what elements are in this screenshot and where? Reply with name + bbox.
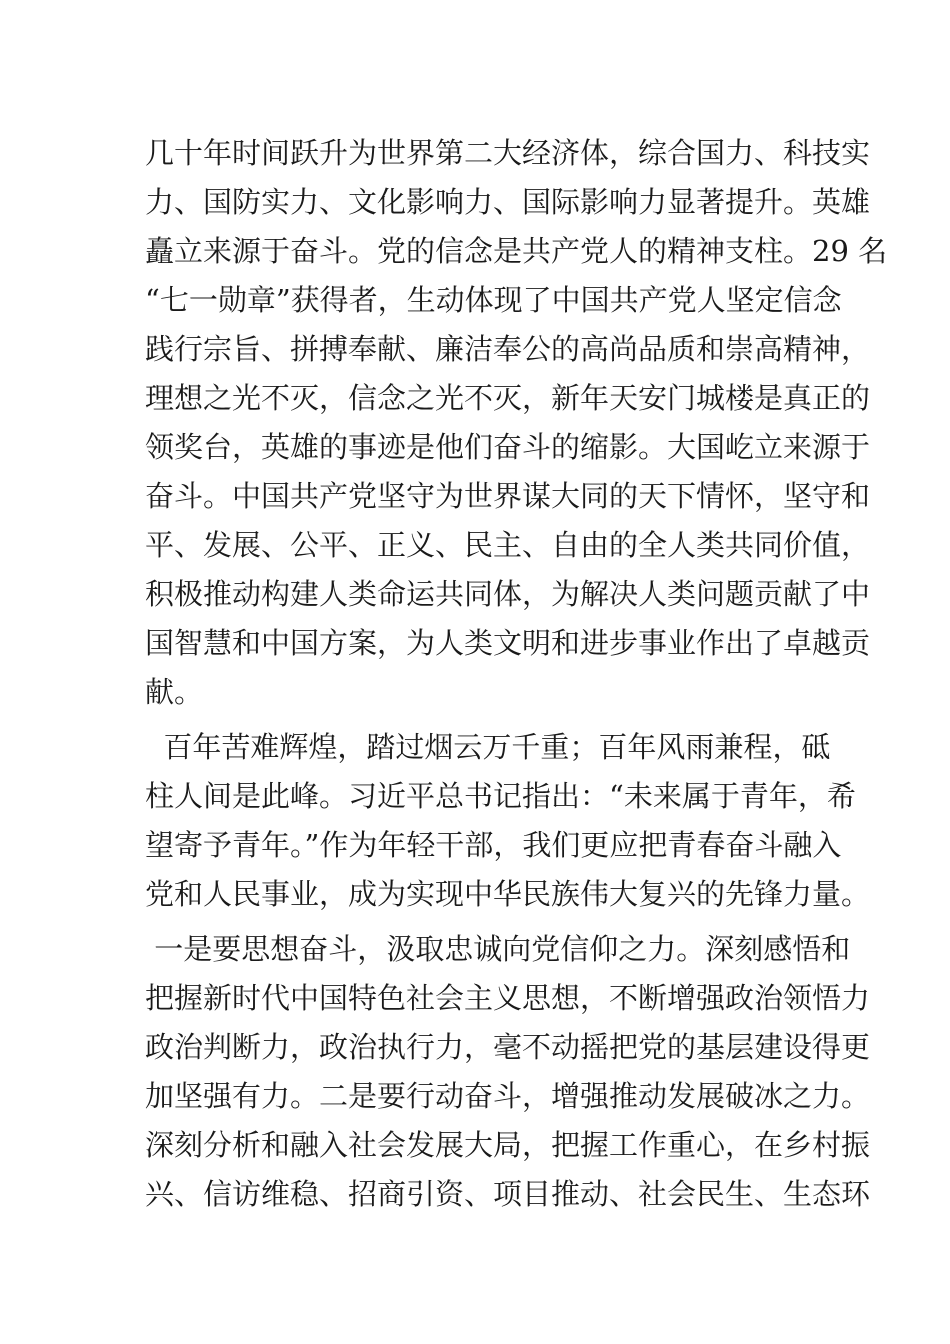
text-line: 领奖台，英雄的事迹是他们奋斗的缩影。大国屹立来源于 [145, 430, 871, 464]
text-line: 力、国防实力、文化影响力、国际影响力显著提升。英雄 [145, 185, 871, 219]
text-line: 矗立来源于奋斗。党的信念是共产党人的精神支柱。29 名 [145, 234, 888, 268]
text-line: 积极推动构建人类命运共同体，为解决人类问题贡献了中 [145, 577, 871, 611]
text-line: 兴、信访维稳、招商引资、项目推动、社会民生、生态环 [145, 1177, 871, 1211]
text-line: 把握新时代中国特色社会主义思想，不断增强政治领悟力 [145, 981, 871, 1015]
text-line: 党和人民事业，成为实现中华民族伟大复兴的先锋力量。 [145, 877, 871, 911]
text-line: 国智慧和中国方案，为人类文明和进步事业作出了卓越贡 [145, 626, 871, 660]
text-line: 加坚强有力。二是要行动奋斗，增强推动发展破冰之力。 [145, 1079, 871, 1113]
paragraph-first-line: 一是要思想奋斗，汲取忠诚向党信仰之力。深刻感悟和 [145, 932, 851, 966]
text-line: 理想之光不灭，信念之光不灭，新年天安门城楼是真正的 [145, 381, 871, 415]
text-line: 践行宗旨、拼搏奉献、廉洁奉公的高尚品质和崇高精神， [145, 332, 871, 366]
text-line: 献。 [145, 675, 204, 709]
text-line: “七一勋章”获得者，生动体现了中国共产党人坚定信念 [145, 283, 842, 317]
text-line: 平、发展、公平、正义、民主、自由的全人类共同价值， [145, 528, 871, 562]
text-line: 柱人间是此峰。习近平总书记指出：“未来属于青年，希 [145, 779, 856, 813]
text-line: 奋斗。中国共产党坚守为世界谋大同的天下情怀，坚守和 [145, 479, 871, 513]
text-line: 政治判断力，政治执行力，毫不动摇把党的基层建设得更 [145, 1030, 871, 1064]
text-line: 几十年时间跃升为世界第二大经济体，综合国力、科技实 [145, 136, 871, 170]
text-line: 深刻分析和融入社会发展大局，把握工作重心，在乡村振 [145, 1128, 871, 1162]
text-line: 望寄予青年。”作为年轻干部，我们更应把青春奋斗融入 [145, 828, 842, 862]
paragraph-first-line: 百年苦难辉煌，踏过烟云万千重；百年风雨兼程，砥 [145, 730, 831, 764]
